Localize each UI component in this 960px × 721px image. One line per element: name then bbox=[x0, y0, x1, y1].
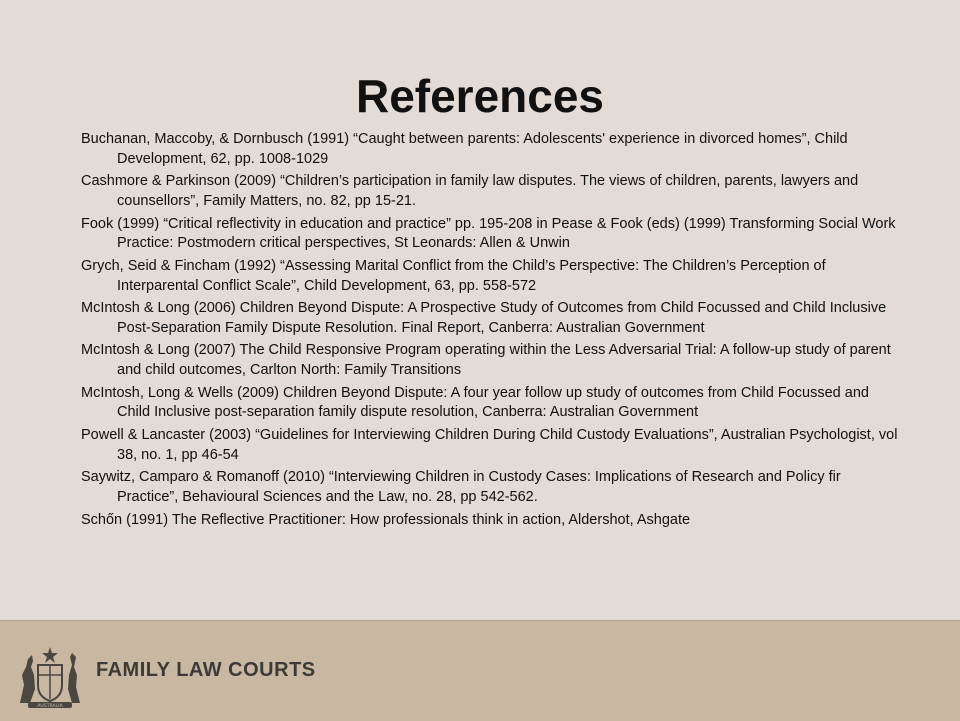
reference-item: Buchanan, Maccoby, & Dornbusch (1991) “Caught between parents: Adolescents' experience in divorced homes”, Child Development, 62, pp. 1008-1029 bbox=[81, 131, 848, 167]
reference-item: Powell & Lancaster (2003) “Guidelines for Interviewing Children During Child Custody Evaluations”, Australian Psychologist, vol 38, no. 1, pp 46-54 bbox=[81, 426, 898, 463]
coat-of-arms-icon bbox=[14, 645, 86, 709]
reference-item: McIntosh & Long (2007) The Child Responsive Program operating within the Less Adversarial Trial: A follow-up study of parent and child outcomes, Carlton North: Family Transitions bbox=[81, 342, 891, 379]
footer-bar bbox=[0, 620, 960, 721]
reference-item: Grych, Seid & Fincham (1992) “Assessing Marital Conflict from the Child’s Perspective: The Children’s Perception of Interparental Conflict Scale”, Child Development, 63, pp. 558-572 bbox=[81, 257, 826, 294]
reference-item: Fook (1999) “Critical reflectivity in education and practice” pp. 195-208 in Pease & Fook (eds) (1999) Transforming Social Work Practice: Postmodern critical perspectives, St Leonards: Allen & Unwin bbox=[81, 215, 896, 252]
reference-list bbox=[81, 130, 901, 533]
crest-motto: AUSTRALIA bbox=[37, 704, 63, 709]
reference-item: McIntosh, Long & Wells (2009) Children Beyond Dispute: A four year follow up study of outcomes from Child Focussed and Child Inclusive post-separation family dispute resolution, Canberra: Australian Government bbox=[81, 384, 869, 421]
brand-name: FAMILY LAW COURTS bbox=[96, 659, 316, 681]
reference-item: McIntosh & Long (2006) Children Beyond Dispute: A Prospective Study of Outcomes from Child Focussed and Child Inclusive Post-Separation Family Dispute Resolution. Final Report, Canberra: Australian Government bbox=[81, 300, 887, 336]
slide-title: References bbox=[355, 70, 605, 122]
reference-item: Schőn (1991) The Reflective Practitioner: How professionals think in action, Aldershot, Ashgate bbox=[81, 511, 691, 528]
reference-item: Cashmore & Parkinson (2009) “Children’s participation in family law disputes. The views of children, parents, lawyers and counsellors”, Family Matters, no. 82, pp 15-21. bbox=[81, 173, 859, 210]
reference-item: Saywitz, Camparo & Romanoff (2010) “Interviewing Children in Custody Cases: Implications of Research and Policy fir Practice”, Behavioural Sciences and the Law, no. 28, pp 542-562. bbox=[81, 469, 841, 506]
